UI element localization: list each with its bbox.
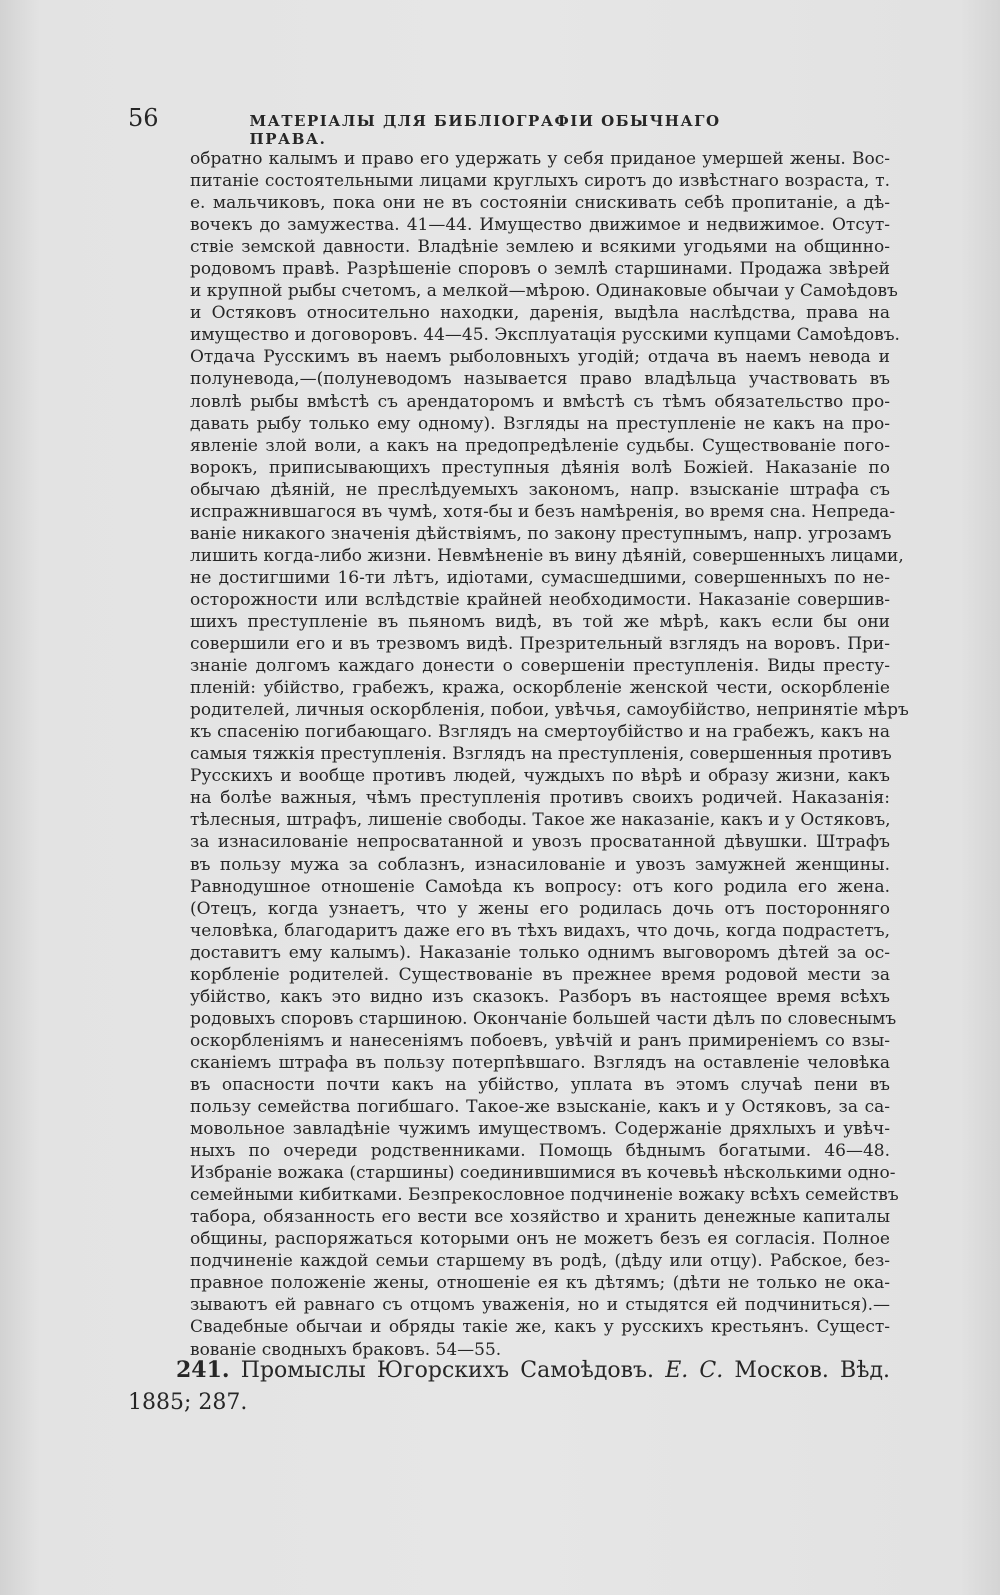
text-line: и крупной рыбы счетомъ, а мелкой—мѣрою. Одинаковые обычаи у Самоѣдовъ [190, 281, 898, 302]
text-line: осторожности или вслѣдствіе крайней необходимости. Наказаніе совершив- [190, 589, 890, 610]
text-line: вованіе сводныхъ браковъ. 54—55. [190, 1339, 502, 1360]
text-line: тѣлесныя, штрафъ, лишеніе свободы. Такое же наказаніе, какъ и у Остяковъ, [190, 810, 891, 831]
entry-continuation: 1885; 287. [128, 1390, 248, 1415]
body-paragraph [190, 148, 909, 1361]
text-line: не достигшими 16-ти лѣтъ, идіотами, сумасшедшими, совершенныхъ по не- [190, 567, 890, 588]
text-line: совершили его и въ трезвомъ видѣ. Презрительный взглядъ на воровъ. При- [190, 634, 890, 655]
text-line: (Отецъ, когда узнаетъ, что у жены его родилась дочь отъ посторонняго [190, 898, 890, 919]
text-line: знаніе долгомъ каждаго донести о совершеніи преступленія. Виды престу- [190, 656, 890, 677]
text-line: явленіе злой воли, а какъ на предопредѣленіе судьбы. Существованіе пого- [190, 435, 890, 456]
text-line: Свадебные обычаи и обряды такіе же, какъ у русскихъ крестьянъ. Сущест- [190, 1317, 890, 1338]
text-line: ваніе никакого значенія дѣйствіямъ, по закону преступнымъ, напр. угрозамъ [190, 523, 892, 544]
text-line: шихъ преступленіе въ пьяномъ видѣ, въ той же мѣрѣ, какъ если бы они [190, 611, 890, 632]
text-line: имущество и договоровъ. 44—45. Эксплуатація русскими купцами Самоѣдовъ. [190, 325, 900, 346]
text-line: е. мальчиковъ, пока они не въ состояніи снискивать себѣ пропитаніе, а дѣ- [190, 193, 890, 214]
text-line: мовольное завладѣніе чужимъ имуществомъ. Содержаніе дряхлыхъ и увѣч- [190, 1119, 890, 1140]
text-line: родителей, личныя оскорбленія, побои, увѣчья, самоубійство, непринятіе мѣръ [190, 700, 909, 721]
text-line: ствіе земской давности. Владѣніе землею и всякими угодьями на общинно- [190, 237, 890, 258]
text-line: давать рыбу только ему одному). Взгляды на преступленіе не какъ на про- [190, 413, 890, 434]
text-line: къ спасенію погибающаго. Взглядъ на смертоубійство и на грабежъ, какъ на [190, 722, 890, 743]
entry-title: Промыслы Югорскихъ Самоѣдовъ. [240, 1358, 655, 1383]
entry-author: Е. С. [665, 1358, 724, 1383]
text-line: на болѣе важныя, чѣмъ преступленія противъ своихъ родичей. Наказанія: [190, 788, 890, 809]
text-line: оскорбленіямъ и нанесеніямъ побоевъ, увѣчій и ранъ примиреніемъ со взы- [190, 1030, 890, 1051]
text-line: убійство, какъ это видно изъ сказокъ. Разборъ въ настоящее время всѣхъ [190, 986, 890, 1007]
text-line: родовомъ правѣ. Разрѣшеніе споровъ о землѣ старшинами. Продажа звѣрей [190, 259, 890, 280]
text-line: въ пользу мужа за соблазнъ, изнасилованіе и увозъ замужней женщины. [190, 854, 890, 875]
text-line: Русскихъ и вообще противъ людей, чуждыхъ по вѣрѣ и образу жизни, какъ [190, 766, 890, 787]
text-line: общины, распоряжаться которыми онъ не можетъ безъ ея согласія. Полное [190, 1229, 890, 1250]
text-line: испражнившагося въ чумѣ, хотя-бы и безъ намѣренія, во время сна. Непреда- [190, 501, 896, 522]
text-line: Избраніе вожака (старшины) соединившимися въ кочевьѣ нѣсколькими одно- [190, 1163, 896, 1184]
text-line: самыя тяжкія преступленія. Взглядъ на преступленія, совершенныя противъ [190, 744, 892, 765]
text-line: Отдача Русскимъ въ наемъ рыболовныхъ угодій; отдача въ наемъ невода и [190, 347, 890, 368]
text-line: за изнасилованіе непросватанной и увозъ просватанной дѣвушки. Штрафъ [190, 832, 890, 853]
text-line: табора, обязанность его вести все хозяйство и хранить денежные капиталы [190, 1207, 890, 1228]
text-line: питаніе состоятельными лицами круглыхъ сиротъ до извѣстнаго возраста, т. [190, 171, 890, 192]
text-line: зываютъ ей равнаго съ отцомъ уваженія, но и стыдятся ей подчиниться).— [190, 1295, 890, 1316]
text-line: обратно калымъ и право его удержать у себя приданое умершей жены. Вос- [190, 149, 890, 169]
bibliography-entry [128, 1354, 890, 1419]
text-line: правное положеніе жены, отношеніе ея къ дѣтямъ; (дѣти не только не ока- [190, 1273, 890, 1294]
page-number: 56 [128, 104, 159, 132]
text-line: полуневода,—(полуневодомъ называется право владѣльца участвовать въ [190, 369, 890, 390]
entry-source: Москов. Вѣд. [734, 1358, 891, 1383]
entry-number: 241. [176, 1357, 230, 1383]
running-title: МАТЕРІАЛЫ ДЛЯ БИБЛІОГРАФІИ ОБЫЧНАГО ПРАВА. [249, 112, 721, 148]
text-line: корбленіе родителей. Существованіе въ прежнее время родовой мести за [190, 964, 890, 985]
text-line: обычаю дѣяній, не преслѣдуемыхъ закономъ, напр. взысканіе штрафа съ [190, 479, 890, 500]
text-line: и Остяковъ относительно находки, даренія, выдѣла наслѣдства, права на [190, 303, 890, 324]
text-line: родовыхъ споровъ старшиною. Окончаніе большей части дѣлъ по словеснымъ [190, 1008, 897, 1029]
text-line: пользу семейства погибшаго. Такое-же взысканіе, какъ и у Остяковъ, за са- [190, 1097, 890, 1118]
text-line: Равнодушное отношеніе Самоѣда къ вопросу: отъ кого родила его жена. [190, 876, 890, 897]
page-header [128, 104, 768, 148]
text-line: ныхъ по очереди родственниками. Помощь бѣднымъ богатыми. 46—48. [190, 1141, 890, 1162]
text-line: доставитъ ему калымъ). Наказаніе только однимъ выговоромъ дѣтей за ос- [190, 942, 890, 963]
text-line: семейными кибитками. Безпрекословное подчиненіе вожаку всѣхъ семействъ [190, 1185, 899, 1206]
text-line: лишить когда-либо жизни. Невмѣненіе въ вину дѣяній, совершенныхъ лицами, [190, 545, 904, 566]
text-line: человѣка, благодаритъ даже его въ тѣхъ видахъ, что дочь, когда подрастетъ, [190, 920, 890, 941]
text-line: вочекъ до замужества. 41—44. Имущество движимое и недвижимое. Отсут- [190, 215, 890, 236]
text-line: ловлѣ рыбы вмѣстѣ съ арендаторомъ и вмѣстѣ съ тѣмъ обязательство про- [190, 391, 890, 412]
text-line: пленій: убійство, грабежъ, кража, оскорбленіе женской чести, оскорбленіе [190, 678, 890, 699]
text-line: сканіемъ штрафа въ пользу потерпѣвшаго. Взглядъ на оставленіе человѣка [190, 1052, 890, 1073]
entry-first-line [128, 1354, 890, 1387]
text-line: въ опасности почти какъ на убійство, уплата въ этомъ случаѣ пени въ [190, 1074, 890, 1095]
text-line: подчиненіе каждой семьи старшему въ родѣ, (дѣду или отцу). Рабское, без- [190, 1251, 890, 1272]
text-line: ворокъ, приписывающихъ преступныя дѣянія волѣ Божіей. Наказаніе по [190, 457, 890, 478]
